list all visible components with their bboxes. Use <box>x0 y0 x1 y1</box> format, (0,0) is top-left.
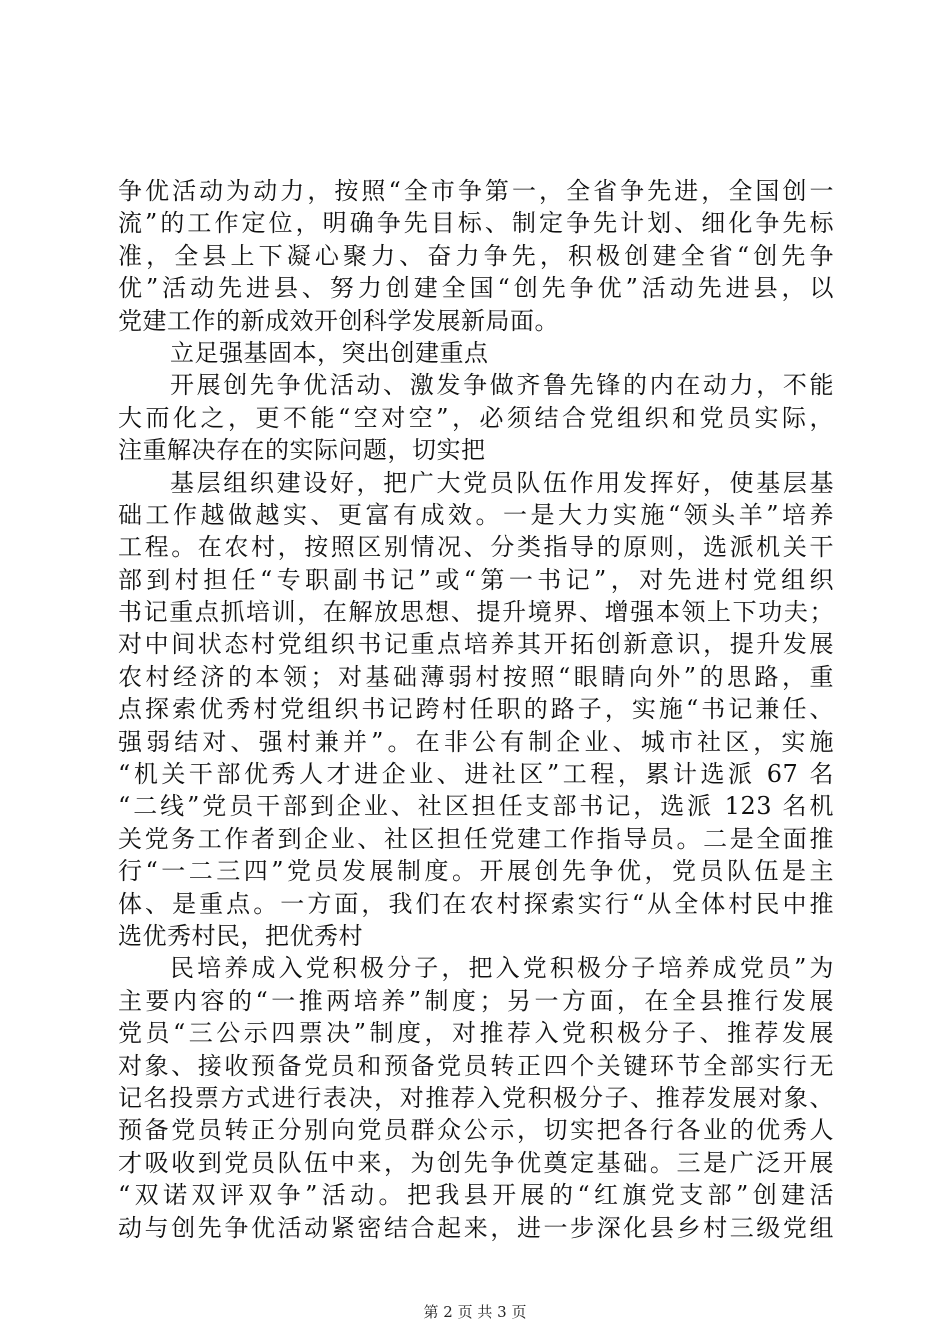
text-line: 动与创先争优活动紧密结合起来，进一步深化县乡村三级党组 <box>118 1213 834 1242</box>
text-line: 对中间状态村党组织书记重点培养其开拓创新意识，提升发展 <box>118 630 834 659</box>
text-line: 注重解决存在的实际问题，切实把 <box>118 436 486 465</box>
text-line: 工程。在农村，按照区别情况、分类指导的原则，选派机关干 <box>118 533 834 562</box>
text-line: 争优活动为动力，按照“全市争第一，全省争先进，全国创一 <box>118 177 834 205</box>
text-line: 对象、接收预备党员和预备党员转正四个关键环节全部实行无 <box>118 1051 834 1080</box>
page-footer: 第 2 页 共 3 页 <box>423 1303 527 1321</box>
text-line: 农村经济的本领；对基础薄弱村按照“眼睛向外”的思路，重 <box>118 662 834 691</box>
text-line: 体、是重点。一方面，我们在农村探索实行“从全体村民中推 <box>118 889 834 918</box>
text-line: 础工作越做越实、更富有成效。一是大力实施“领头羊”培养 <box>118 500 834 529</box>
text-line: 党建工作的新成效开创科学发展新局面。 <box>118 306 559 335</box>
text-line: 记名投票方式进行表决，对推荐入党积极分子、推荐发展对象、 <box>118 1083 834 1112</box>
text-line: 民培养成入党积极分子，把入党积极分子培养成党员”为 <box>170 954 834 983</box>
text-line: 准，全县上下凝心聚力、奋力争先，积极创建全省“创先争 <box>118 241 834 270</box>
text-line: “机关干部优秀人才进企业、进社区”工程，累计选派 67 名 <box>118 760 834 789</box>
text-line: 点探索优秀村党组织书记跨村任职的路子，实施“书记兼任、 <box>118 695 834 724</box>
text-line: 部到村担任“专职副书记”或“第一书记”，对先进村党组织 <box>118 565 834 594</box>
text-line: 优”活动先进县、努力创建全国“创先争优”活动先进县，以 <box>118 274 834 303</box>
text-line: 强弱结对、强村兼并”。在非公有制企业、城市社区，实施 <box>118 727 834 756</box>
text-line: 党员“三公示四票决”制度，对推荐入党积极分子、推荐发展 <box>118 1019 834 1048</box>
text-line: 预备党员转正分别向党员群众公示，切实把各行各业的优秀人 <box>118 1116 834 1145</box>
text-line: 书记重点抓培训，在解放思想、提升境界、增强本领上下功夫； <box>118 598 834 627</box>
text-line: 行“一二三四”党员发展制度。开展创先争优，党员队伍是主 <box>118 857 834 886</box>
text-line: “二线”党员干部到企业、社区担任支部书记，选派 123 名机 <box>118 792 834 821</box>
text-line: 基层组织建设好，把广大党员队伍作用发挥好，使基层基 <box>170 468 834 497</box>
text-line: 流”的工作定位，明确争先目标、制定争先计划、细化争先标 <box>118 209 834 238</box>
text-line: 大而化之，更不能“空对空”，必须结合党组织和党员实际， <box>118 403 834 432</box>
document-body <box>118 175 834 1244</box>
text-line: 选优秀村民，把优秀村 <box>118 921 363 950</box>
text-line: 才吸收到党员队伍中来，为创先争优奠定基础。三是广泛开展 <box>118 1148 834 1177</box>
text-line: 关党务工作者到企业、社区担任党建工作指导员。二是全面推 <box>118 824 834 853</box>
text-line: 主要内容的“一推两培养”制度；另一方面，在全县推行发展 <box>118 986 834 1015</box>
text-line: “双诺双评双争”活动。把我县开展的“红旗党支部”创建活 <box>118 1181 834 1210</box>
text-line: 开展创先争优活动、激发争做齐鲁先锋的内在动力，不能 <box>170 371 834 400</box>
text-line: 立足强基固本，突出创建重点 <box>170 338 489 367</box>
